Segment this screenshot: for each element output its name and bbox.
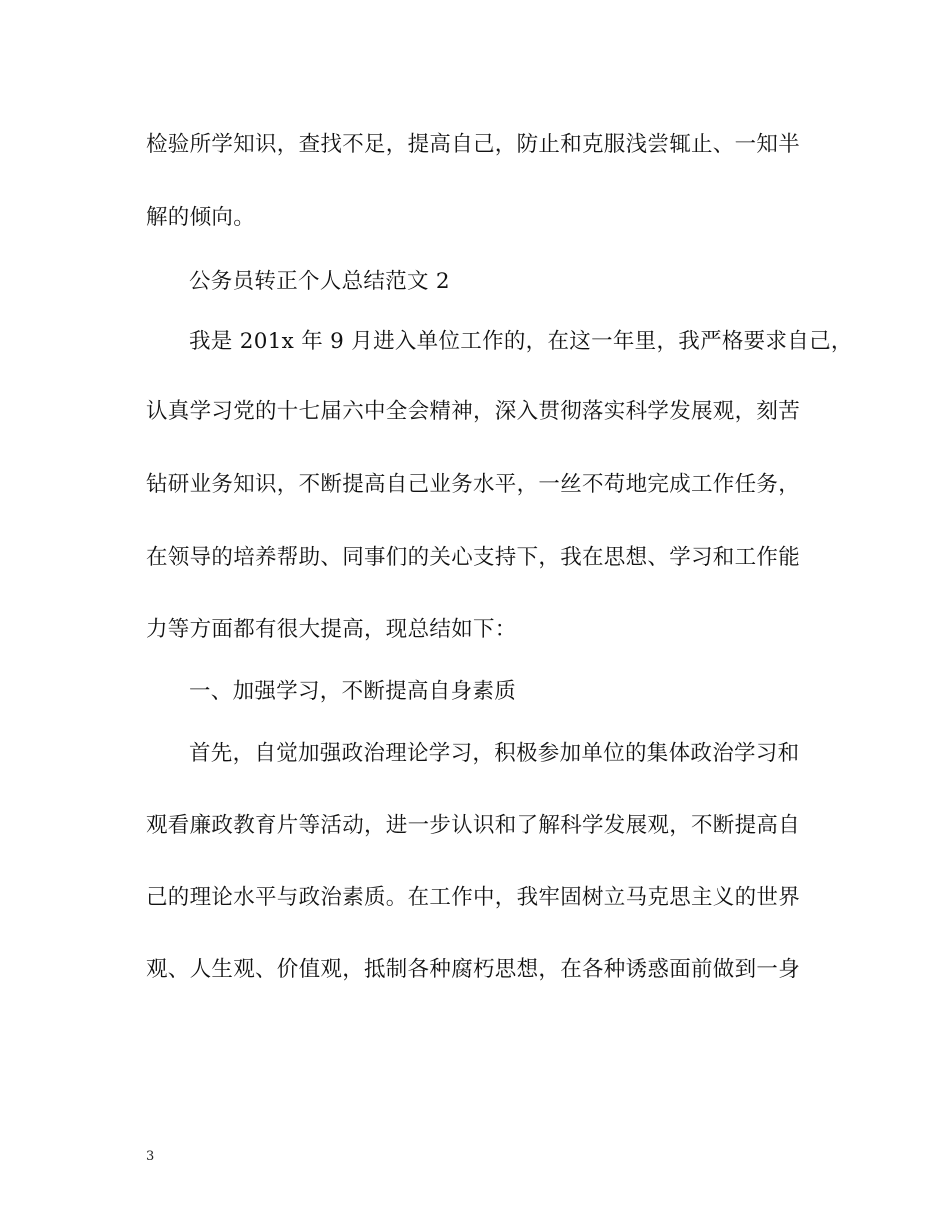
paragraph-start-line: 我是 201x 年 9 月进入单位工作的，在这一年里，我严格要求自己， <box>189 329 853 354</box>
section-title: 公务员转正个人总结范文 2 <box>189 269 450 294</box>
body-text-line: 钻研业务知识，不断提高自己业务水平，一丝不苟地完成工作任务， <box>146 472 801 497</box>
subheading: 一、加强学习，不断提高自身素质 <box>189 679 517 704</box>
body-text-line: 观看廉政教育片等活动，进一步认识和了解科学发展观，不断提高自 <box>146 813 801 838</box>
body-text-line: 解的倾向。 <box>146 205 256 230</box>
body-text-line: 观、人生观、价值观，抵制各种腐朽思想，在各种诱惑面前做到一身 <box>146 957 801 982</box>
body-text-line: 认真学习党的十七届六中全会精神，深入贯彻落实科学发展观，刻苦 <box>146 399 801 424</box>
paragraph-start-line: 首先，自觉加强政治理论学习，积极参加单位的集体政治学习和 <box>189 741 800 766</box>
page-number: 3 <box>146 1149 155 1164</box>
body-text-line: 己的理论水平与政治素质。在工作中，我牢固树立马克思主义的世界 <box>146 885 801 910</box>
body-text-line: 力等方面都有很大提高，现总结如下： <box>146 617 517 642</box>
body-text-line: 检验所学知识，查找不足，提高自己，防止和克服浅尝辄止、一知半 <box>146 132 801 157</box>
body-text-line: 在领导的培养帮助、同事们的关心支持下，我在思想、学习和工作能 <box>146 545 801 570</box>
